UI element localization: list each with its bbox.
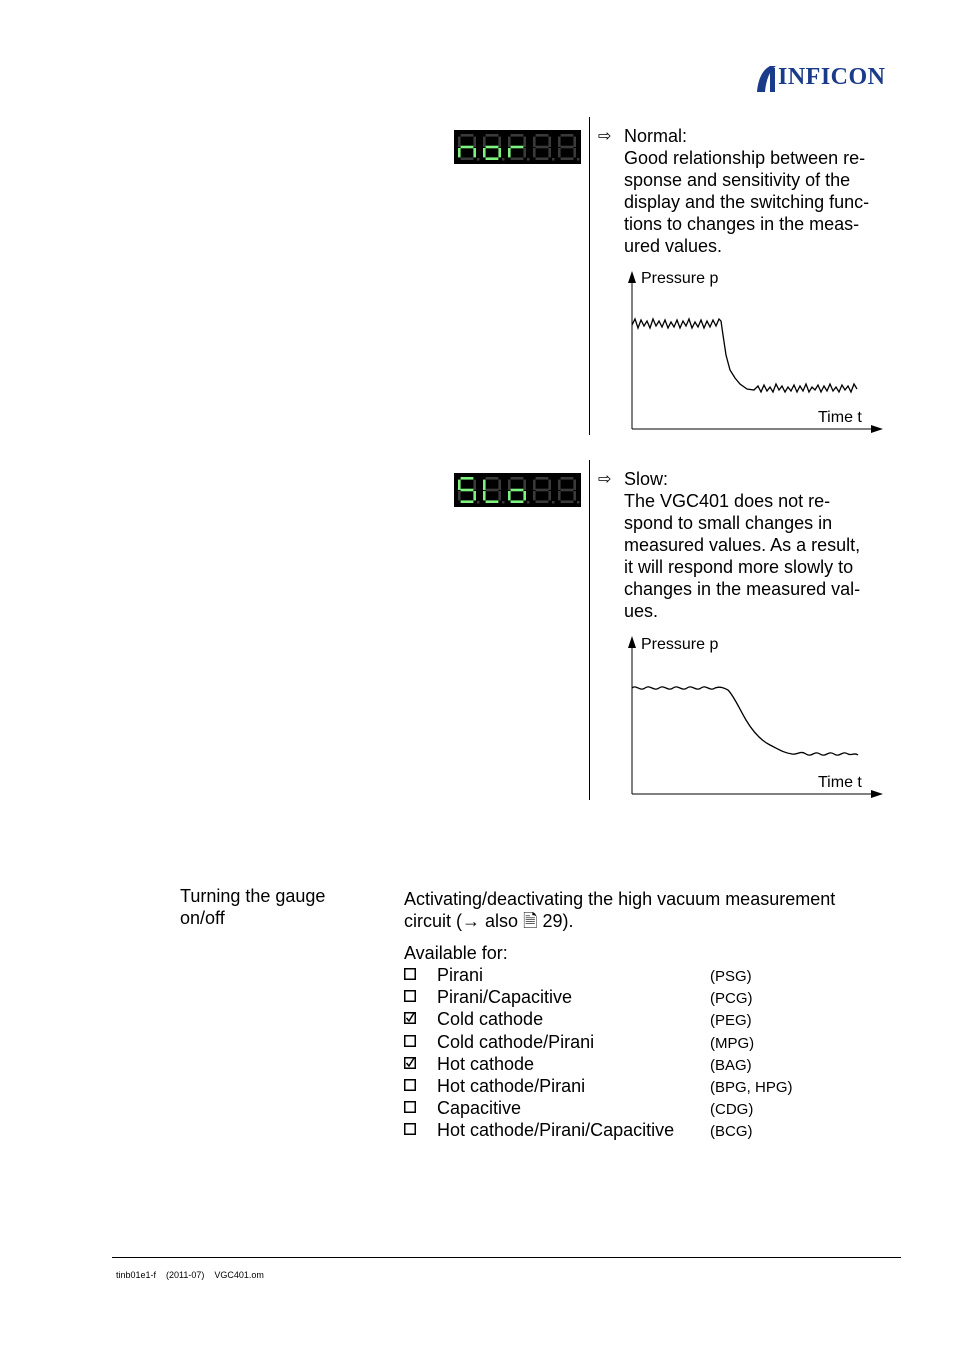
decimal-point — [477, 501, 480, 504]
segment-off — [473, 137, 476, 147]
segment-off — [511, 134, 524, 137]
checkbox-icon — [404, 990, 416, 1002]
segment-on — [483, 491, 486, 500]
segment-off — [548, 148, 551, 157]
gauge-code: (BAG) — [710, 1056, 752, 1074]
segment-on — [511, 146, 524, 149]
segment-on — [473, 491, 476, 500]
segment-off — [483, 137, 486, 147]
list-item — [404, 1008, 824, 1030]
pressure-curve — [632, 687, 858, 755]
checkbox-icon — [404, 1123, 416, 1135]
gauge-code: (CDG) — [710, 1101, 754, 1119]
segment-on — [458, 480, 461, 490]
segment-off — [486, 489, 499, 492]
gauge-code: (MPG) — [710, 1034, 755, 1052]
checkbox-icon — [404, 1057, 416, 1069]
segment-off — [533, 137, 536, 147]
section-intro — [404, 888, 904, 932]
segment-off — [498, 480, 501, 490]
heading-line: on/off — [180, 908, 225, 928]
body-line: ues. — [624, 601, 659, 621]
segment-on — [511, 489, 524, 492]
footer-text: tinb01e1-f (2011-07) VGC401.om — [116, 1270, 264, 1280]
arrow-right-icon: ⇨ — [598, 471, 612, 488]
segment-off — [511, 157, 524, 160]
segment-off — [561, 500, 574, 503]
segment-off — [558, 137, 561, 147]
column-divider — [589, 460, 590, 800]
segment-off — [486, 134, 499, 137]
segment-off — [486, 477, 499, 480]
checkbox-icon — [404, 1101, 416, 1113]
segment-off — [561, 134, 574, 137]
gauge-code: (PCG) — [710, 990, 753, 1008]
segment-off — [561, 157, 574, 160]
list-item — [404, 1097, 824, 1119]
decimal-point — [502, 501, 505, 504]
gauge-name: Pirani/Capacitive — [437, 987, 573, 1008]
segment-off — [536, 146, 549, 149]
segment-off — [573, 148, 576, 157]
segment-off — [561, 477, 574, 480]
list-item — [404, 1053, 824, 1075]
segment-off — [561, 489, 574, 492]
segment-off — [536, 489, 549, 492]
segment-on — [461, 146, 474, 149]
segment-on — [461, 477, 474, 480]
body-line: measured values. As a result, — [624, 535, 861, 555]
list-item — [404, 1119, 824, 1141]
body-line: The VGC401 does not re- — [624, 491, 831, 511]
segment-on — [486, 157, 499, 160]
display-slo — [454, 473, 581, 507]
segment-off — [533, 148, 536, 157]
body-line: sponse and sensitivity of the — [624, 170, 851, 190]
segment-off — [573, 480, 576, 490]
body-line: it will respond more slowly to — [624, 557, 854, 577]
body-line: changes in the measured val- — [624, 579, 861, 599]
mode-body — [624, 490, 894, 622]
segment-off — [533, 480, 536, 490]
chart-xlabel: Time t — [818, 774, 862, 791]
gauge-name: Hot cathode/Pirani/Capacitive — [437, 1120, 675, 1141]
segment-off — [458, 137, 461, 147]
segment-on — [508, 148, 511, 157]
segment-on — [461, 500, 474, 503]
gauge-name: Cold cathode/Pirani — [437, 1031, 595, 1052]
list-item — [404, 1075, 824, 1097]
x-axis-arrow-icon — [871, 425, 883, 433]
segment-on — [508, 491, 511, 500]
heading-line: Turning the gauge — [180, 886, 326, 906]
checkbox-icon — [404, 1035, 416, 1047]
segment-off — [548, 480, 551, 490]
segment-off — [536, 134, 549, 137]
chart-ylabel: Pressure p — [641, 636, 719, 653]
segment-on — [461, 489, 474, 492]
decimal-point — [577, 158, 580, 161]
segment-off — [473, 480, 476, 490]
segment-on — [458, 148, 461, 157]
segment-off — [533, 491, 536, 500]
segment-off — [548, 491, 551, 500]
decimal-point — [527, 501, 530, 504]
decimal-point — [527, 158, 530, 161]
decimal-point — [552, 501, 555, 504]
mode-title: Slow: — [624, 469, 669, 489]
segment-off — [561, 146, 574, 149]
segment-off — [536, 500, 549, 503]
display-nor — [454, 130, 581, 164]
segment-off — [508, 480, 511, 490]
segment-on — [486, 146, 499, 149]
segment-off — [558, 491, 561, 500]
segment-off — [458, 491, 461, 500]
body-line: display and the switching func- — [624, 192, 870, 212]
segment-off — [573, 491, 576, 500]
mode-body — [624, 147, 894, 257]
segment-off — [498, 137, 501, 147]
segment-off — [558, 148, 561, 157]
inficon-logo-mark-icon — [754, 62, 780, 96]
gauge-name: Hot cathode — [437, 1053, 535, 1074]
segment-off — [536, 157, 549, 160]
segment-off — [498, 491, 501, 500]
gauge-code: (BPG, HPG) — [710, 1078, 793, 1096]
y-axis-arrow-icon — [628, 271, 636, 283]
logo-text: INFICON — [778, 64, 886, 90]
decimal-point — [502, 158, 505, 161]
gauge-name: Cold cathode — [437, 1009, 544, 1030]
body-line: tions to changes in the meas- — [624, 214, 860, 234]
segment-on — [473, 148, 476, 157]
list-item — [404, 1031, 824, 1053]
y-axis-arrow-icon — [628, 636, 636, 648]
decimal-point — [577, 501, 580, 504]
gauge-code: (PEG) — [710, 1012, 752, 1030]
segment-off — [536, 477, 549, 480]
chart-xlabel: Time t — [818, 409, 862, 426]
pressure-curve — [632, 319, 857, 392]
decimal-point — [477, 158, 480, 161]
gauge-name: Pirani — [437, 965, 484, 985]
segment-on — [498, 148, 501, 157]
list-item — [404, 986, 824, 1008]
gauge-code: (BCG) — [710, 1123, 753, 1141]
segment-off — [548, 137, 551, 147]
segment-off — [558, 480, 561, 490]
mode-title: Normal: — [624, 126, 688, 146]
body-line: Good relationship between re- — [624, 148, 866, 168]
decimal-point — [552, 158, 555, 161]
segment-on — [483, 148, 486, 157]
section-heading — [180, 885, 380, 929]
mode-slow-description — [598, 468, 898, 628]
segment-off — [523, 480, 526, 490]
segment-off — [461, 134, 474, 137]
gauge-name: Capacitive — [437, 1098, 522, 1119]
segment-on — [486, 500, 499, 503]
gauge-name: Hot cathode/Pirani — [437, 1075, 586, 1096]
footer-divider — [112, 1257, 901, 1258]
gauge-list — [404, 964, 824, 1142]
segment-off — [523, 148, 526, 157]
segment-off — [573, 137, 576, 147]
chart-ylabel: Pressure p — [641, 270, 719, 287]
body-line: ured values. — [624, 236, 723, 256]
column-divider — [589, 117, 590, 435]
checkbox-icon — [404, 968, 416, 980]
intro-line: Activating/deactivating the high vacuum measurement — [404, 889, 836, 909]
segment-off — [508, 137, 511, 147]
segment-off — [523, 137, 526, 147]
available-for-label: Available for: — [404, 943, 508, 963]
x-axis-arrow-icon — [871, 790, 883, 798]
list-item — [404, 964, 824, 986]
gauge-code: (PSG) — [710, 968, 752, 985]
inficon-logo — [754, 62, 900, 96]
segment-off — [461, 157, 474, 160]
segment-on — [483, 480, 486, 490]
segment-on — [511, 500, 524, 503]
intro-line: circuit (→ also 🗎 29). — [404, 911, 574, 931]
segment-on — [523, 491, 526, 500]
body-line: spond to small changes in — [624, 513, 833, 533]
mode-normal-description — [598, 125, 898, 265]
checkbox-icon — [404, 1079, 416, 1091]
segment-off — [511, 477, 524, 480]
arrow-right-icon: ⇨ — [598, 128, 612, 145]
checkbox-icon — [404, 1012, 416, 1024]
